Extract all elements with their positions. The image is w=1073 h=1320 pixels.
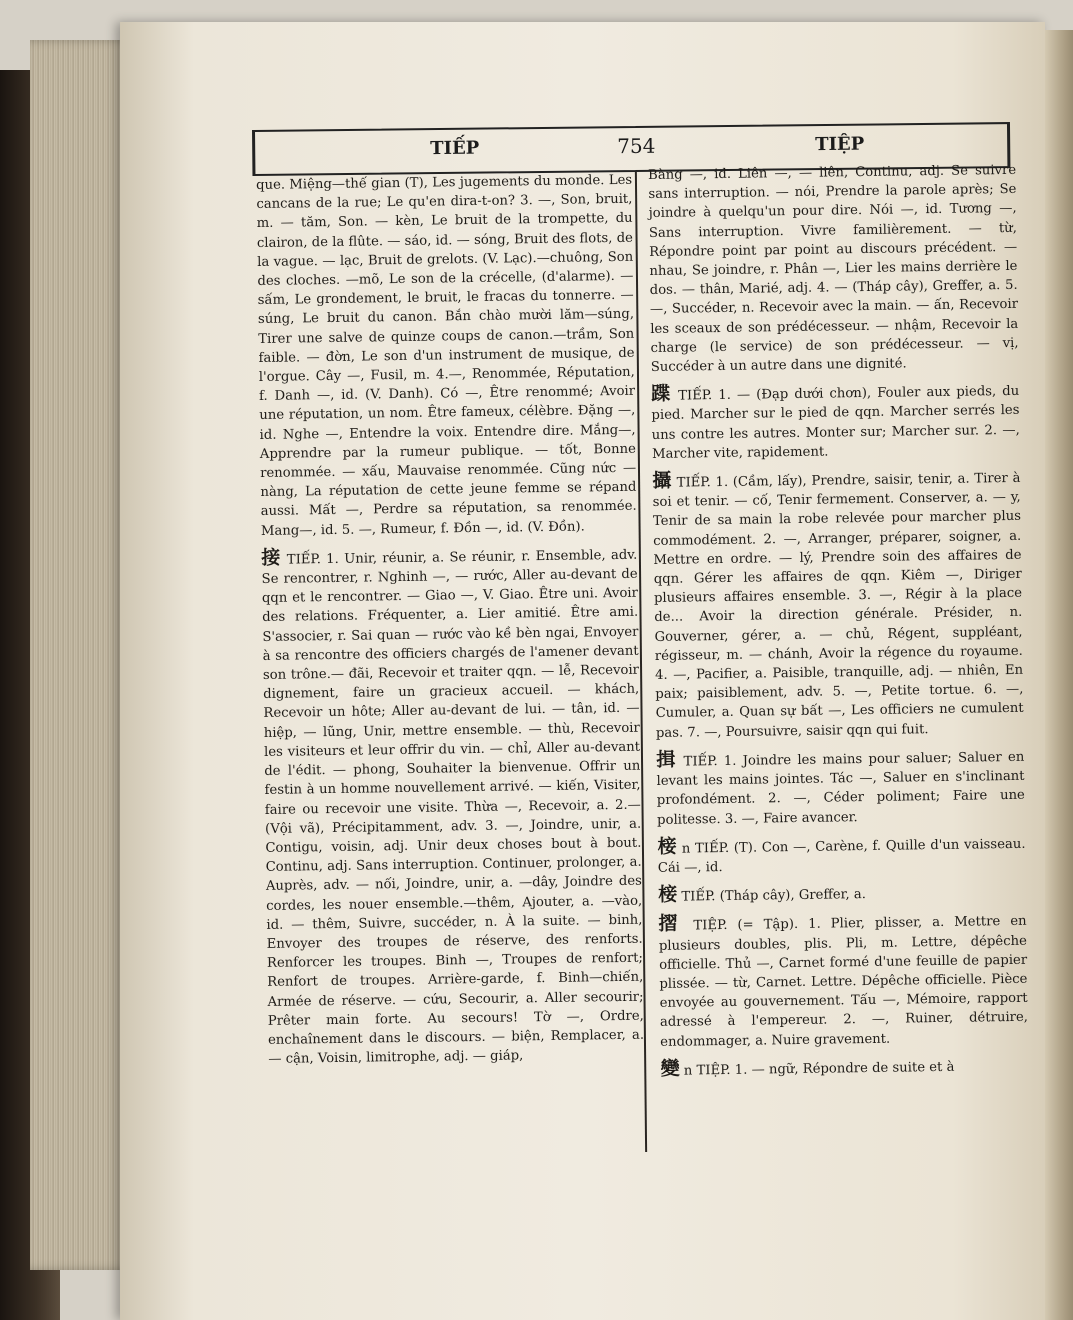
entry-text: n TIỆP. 1. — ngữ, Répondre de suite et à bbox=[683, 1059, 955, 1079]
right-column bbox=[648, 161, 1031, 1266]
continued-entry: Bàng —, id. Liên —, — liên, Continu, adj. Se suivre sans interruption. — nói, Prendre la parole après; Se joindre à quelqu'un pour dire. Nói —, id. Tương —, Sans interruption. Vivre familièrement. — từ, Répondre point par point au discours précédent. — nhau, Se joindre, r. Phân —, Lier les mains derrière le dos. — thân, Marié, adj. 4. — (Tháp cây), Greffer, a. 5. —, Succéder, n. Recevoir avec la main. — ấn, Recevoir les sceaux de son prédécesseur. — nhậm, Recevoir la charge (le service) de son prédécesseur. — vị, Succéder à un autre dans une dignité. bbox=[648, 162, 1019, 376]
entry-text: TIỆP. (= Tập). 1. Plier, plisser, a. Mettre en plusieurs doubles, plis. Pli, m. Lettre, dépêche officielle. Thủ —, Carnet formé d'une feuille de papier plissée. — từ, Carnet. Lettre. Dépêche officielle. Pièce envoyée au gouvernement. Tấu —, Mémoire, rapport adressé à l'empereur. 2. —, Ruiner, détruire, endommager, a. Nuire gravement. bbox=[658, 914, 1029, 1050]
chinese-character: 椄 bbox=[657, 835, 678, 858]
chinese-character: 接 bbox=[261, 546, 282, 569]
left-column bbox=[256, 171, 647, 1276]
chinese-character: 摺 bbox=[658, 912, 684, 936]
header-right-word: TIỆP bbox=[815, 133, 865, 156]
chinese-character: 蹀 bbox=[651, 382, 673, 406]
chinese-character: 變 bbox=[660, 1057, 680, 1080]
chinese-character: 椄 bbox=[658, 883, 678, 907]
dictionary-entry bbox=[658, 881, 1026, 907]
dictionary-entry bbox=[651, 380, 1020, 464]
entry-text: TIẾP. 1. Unir, réunir, a. Se réunir, r. Ensemble, adv. Se rencontrer, r. Nghinh —, — rước, Aller au-devant de qqn et le rencontrer. — Giao —, V. Giao. Être uni. Avoir des relations. Fréquenter, a. Lier amitié. Être ami. S'associer, r. Sai quan — rước vào kề bèn ngai, Envoyer à sa rencontre des officiers chargés de l'amener devant son trône.— đãi, Recevoir et traiter qqn. — lễ, Recevoir dignement, faire un gracieux accueil. — khách, Recevoir un hôte; Aller au-devant de lui. — tân, id. — hiệp, — lũng, Unir, mettre ensemble. — thù, Recevoir les visiteurs et leur offrir du vin. — chỉ, Aller au-devant de l'édit. — phong, Souhaiter la bienvenue. Offrir un festin à un homme nouvellement arrivé. — kiến, Visiter, faire ou recevoir une visite. Thừa —, Recevoir, a. 2.—(Vội vã), Précipitamment, adv. 3. —, Joindre, unir, a. Contigu, voisin, adj. Unir deux choses bout à bout. Continu, adj. Sans interruption. Continuer, prolonger, a. Auprès, adv. — nối, Joindre, unir, a. —dây, Joindre des cordes, les nouer ensemble.—thêm, Ajouter, a. —vào, id. — thêm, Suivre, succéder, n. À la suite. — binh, Envoyer des troupes de réserve, des renforts. Renforcer les troupes. Binh —, Troupes de renfort; Renfort de troupes. Arrière-garde, f. Binh—chiến, Armée de réserve. — cứu, Secourir, a. Aller secourir; Prêter main forte. Au secours! Tờ —, Ordre, enchaînement dans le discours. — biện, Remplacer, a. — cận, Voisin, limitrophe, adj. — giáp, bbox=[261, 547, 645, 1068]
dictionary-entry bbox=[657, 832, 1026, 878]
page-number: 754 bbox=[617, 133, 656, 159]
dictionary-entry bbox=[658, 910, 1028, 1052]
dictionary-entry bbox=[261, 544, 644, 1070]
entry-text: TIẾP. 1. Joindre les mains pour saluer; Saluer en levant les mains jointes. Tác —, Saluer en s'inclinant profondément. 2. —, Céder poliment; Faire une politesse. 3. —, Faire avancer. bbox=[656, 749, 1025, 828]
entry-text: n TIẾP. (T). Con —, Carène, f. Quille d'un vaisseau. Cái —, id. bbox=[657, 836, 1026, 876]
chinese-character: 攝 bbox=[652, 469, 673, 493]
dictionary-entry bbox=[656, 746, 1025, 830]
entry-text: TIẾP. 1. (Cầm, lấy), Prendre, saisir, tenir, a. Tirer à soi et tenir. — cố, Tenir fermement. Conserver, a. — y, Tenir de sa main la robe relevée pour marcher plus commodément. 2. —, Arranger, préparer, soigner, a. Mettre en ordre. — lý, Prendre soin des affaires de qqn. Gérer les affaires de qqn. Kiêm —, Diriger plusieurs affaires ensemble. 3. —, Régir à la place de... Avoir la direction générale. Présider, n. Gouverner, gérer, a. — chủ, Régent, suppléant, régisseur, m. — chánh, Avoir la régence du royaume. 4. —, Pacifier, a. Paisible, tranquille, adj. — nhiên, En paix; paisiblement, adv. 5. —, Petite tortue. 6. —, Cumuler, a. Quan sự bất —, Les officiers ne cumulent pas. 7. —, Poursuivre, saisir qqn qui fuit. bbox=[652, 470, 1024, 741]
dictionary-entry bbox=[652, 467, 1024, 743]
chinese-character: 揖 bbox=[656, 748, 678, 771]
continued-entry: que. Miệng—thế gian (T), Les jugements du monde. Les cancans de la rue; Le qu'en dira-t-on? 3. —, Son, bruit, m. — tăm, Son. — kèn, Le bruit de la trompette, du clairon, de la flûte. — sáo, id. — sóng, Bruit des flots, de la vague. — lạc, Bruit de grelots. (V. Lạc).—chuông, Son des cloches. —mõ, Le son de la crécelle, (d'alarme). —sấm, Le grondement, le bruit, le fracas du tonnerre. —súng, Le bruit du canon. Bắn chào mười lăm—súng, Tirer une salve de quinze coups de canon.—trầm, Son faible. — đờn, Le son d'un instrument de musique, de l'orgue. Cây —, Fusil, m. 4.—, Renommée, Réputation, f. Danh —, id. (V. Danh). Có —, Être renommé; Avoir une réputation, un nom. Être fameux, célèbre. Đặng —, id. Nghe —, Entendre la voix. Entendre dire. Mắng—, Apprendre par la rumeur publique. — tốt, Bonne renommée. — xấu, Mauvaise renommée. Cũng nức — nàng, La réputation de cette jeune femme se répand aussi. Mất —, Perdre sa réputation, sa renommée. Mang—, id. 5. —, Rumeur, f. Đồn —, id. (V. Đồn). bbox=[256, 172, 637, 539]
right-page-edge bbox=[1045, 30, 1073, 1320]
dictionary-entry bbox=[660, 1055, 1028, 1081]
entry-text: TIẾP. (Tháp cây), Greffer, a. bbox=[681, 887, 867, 905]
entry-text: TIẾP. 1. — (Đạp dưới chơn), Fouler aux pieds, du pied. Marcher sur le pied de qqn. Marcher serrés les uns contre les autres. Monter sur; Marcher sur. 2. —, Marcher vite, rapidement. bbox=[651, 384, 1020, 462]
header-left-word: TIẾP bbox=[430, 137, 480, 160]
